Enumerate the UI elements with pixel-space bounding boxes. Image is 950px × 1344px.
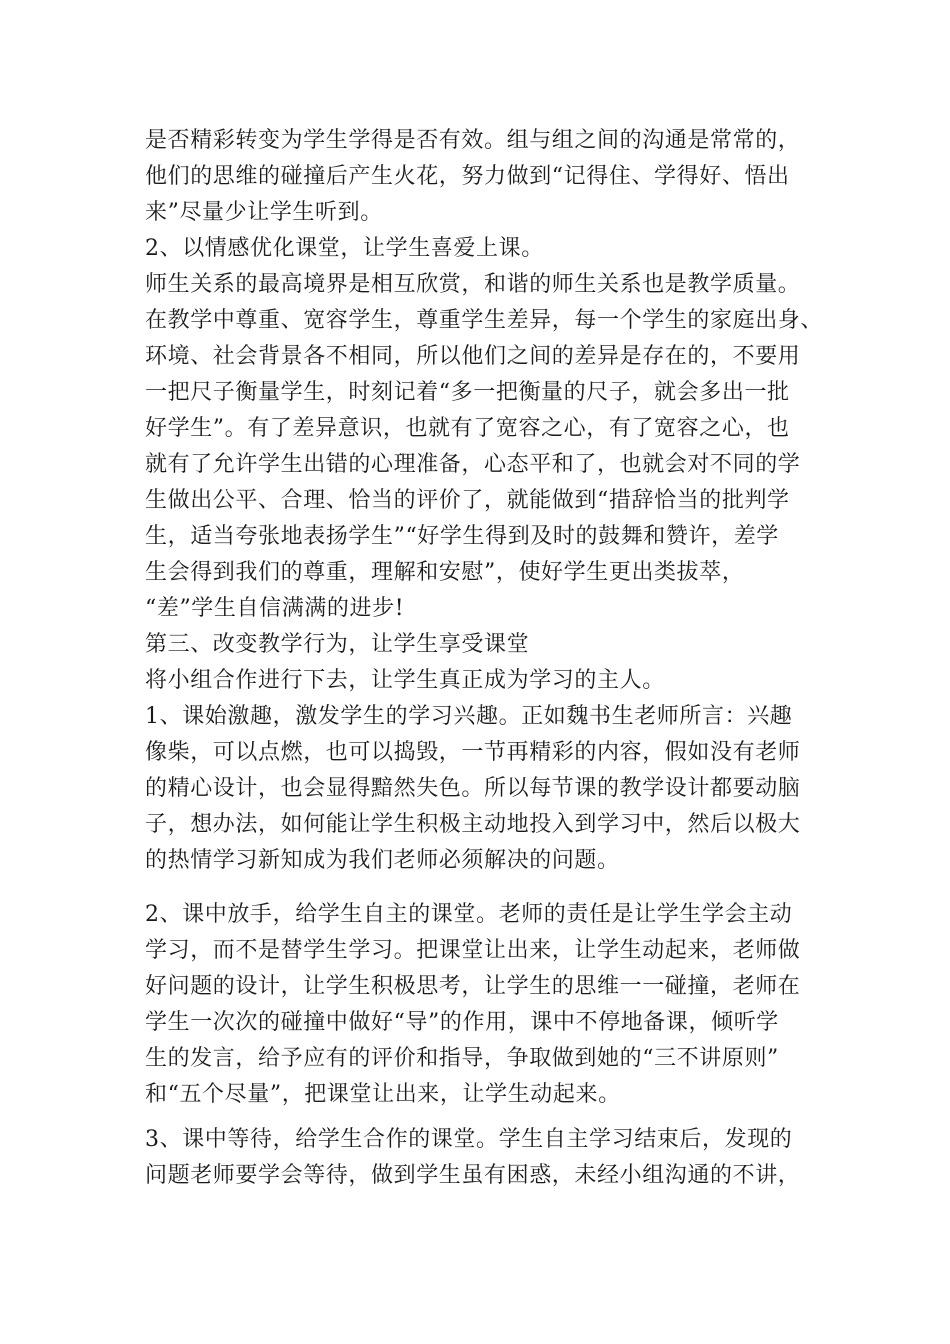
text-line: 生，适当夸张地表扬学生”“好学生得到及时的鼓舞和赞许，差学 (145, 524, 779, 549)
text-line: 3、课中等待，给学生合作的课堂。学生自主学习结束后，发现的 (145, 1127, 793, 1152)
text-line: 好问题的设计，让学生积极思考，让学生的思维一一碰撞，老师在 (145, 974, 801, 999)
text-line: 2、以情感优化课堂，让学生喜爱上课。 (145, 236, 544, 261)
text-line: 在教学中尊重、宽容学生，尊重学生差异，每一个学生的家庭出身、 (145, 308, 824, 333)
text-line: 2、课中放手，给学生自主的课堂。老师的责任是让学生学会主动 (145, 902, 793, 927)
text-line: 来”尽量少让学生听到。 (145, 200, 383, 225)
text-line: 生的发言，给予应有的评价和指导，争取做到她的“三不讲原则” (145, 1046, 779, 1071)
text-line: 生会得到我们的尊重，理解和安慰”，使好学生更出类拔萃， (145, 560, 745, 585)
text-line: 子，想办法，如何能让学生积极主动地投入到学习中，然后以极大 (145, 812, 801, 837)
text-line: 他们的思维的碰撞后产生火花，努力做到“记得住、学得好、悟出 (145, 164, 790, 189)
text-line: 学生一次次的碰撞中做好“导”的作用，课中不停地备课，倾听学 (145, 1010, 779, 1035)
text-line: 好学生”。有了差异意识，也就有了宽容之心，有了宽容之心，也 (145, 416, 790, 441)
text-line: 1、课始激趣，激发学生的学习兴趣。正如魏书生老师所言：兴趣 (145, 704, 793, 729)
text-line: 学习，而不是替学生学习。把课堂让出来，让学生动起来，老师做 (145, 938, 801, 963)
text-line: 就有了允许学生出错的心理准备，心态平和了，也就会对不同的学 (145, 452, 801, 477)
text-line: 一把尺子衡量学生，时刻记着“多一把衡量的尺子，就会多出一批 (145, 380, 790, 405)
text-line: 第三、改变教学行为，让学生享受课堂 (145, 632, 530, 657)
text-line: 生做出公平、合理、恰当的评价了，就能做到“措辞恰当的批判学 (145, 488, 790, 513)
text-line: 是否精彩转变为学生学得是否有效。组与组之间的沟通是常常的， (145, 128, 801, 153)
text-line: 的精心设计，也会显得黯然失色。所以每节课的教学设计都要动脑 (145, 776, 801, 801)
text-line: 环境、社会背景各不相同，所以他们之间的差异是存在的，不要用 (145, 344, 801, 369)
text-line: 将小组合作进行下去，让学生真正成为学习的主人。 (145, 668, 665, 693)
text-line: “差”学生自信满满的进步! (145, 596, 405, 621)
text-line: 像柴，可以点燃，也可以捣毁，一节再精彩的内容，假如没有老师 (145, 740, 801, 765)
text-line: 的热情学习新知成为我们老师必须解决的问题。 (145, 848, 620, 873)
text-line: 问题老师要学会等待，做到学生虽有困惑，未经小组沟通的不讲， (145, 1163, 801, 1188)
text-line: 师生关系的最高境界是相互欣赏，和谐的师生关系也是教学质量。 (145, 272, 801, 297)
text-line: 和“五个尽量”，把课堂让出来，让学生动起来。 (145, 1082, 621, 1107)
